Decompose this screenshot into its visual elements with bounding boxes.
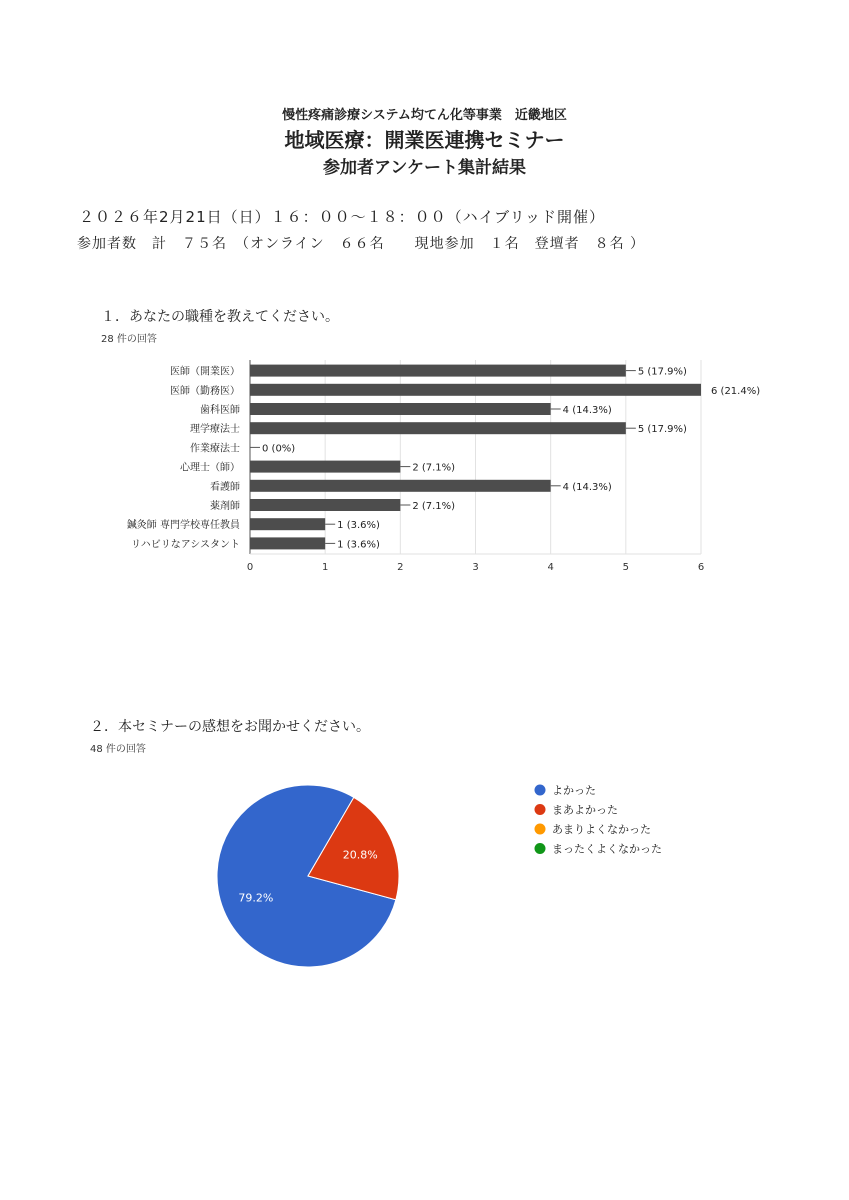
bar bbox=[250, 365, 626, 377]
x-tick-label: 4 bbox=[547, 562, 554, 573]
header-subtitle: 慢性疼痛診療システム均てん化等事業 近畿地区 bbox=[282, 108, 567, 123]
x-tick-label: 0 bbox=[246, 562, 254, 573]
bar-chart-x-ticks bbox=[247, 562, 704, 573]
category-label: 医師（勤務医） bbox=[170, 385, 240, 397]
event-datetime: ２０２６年2月21日（日）１６：００～１８：００（ハイブリッド開催） bbox=[79, 208, 605, 226]
pie-data-label: 79.2% bbox=[238, 891, 274, 905]
bar-chart-category-labels bbox=[127, 365, 240, 551]
legend-swatch bbox=[535, 824, 546, 835]
question-2-response-count: 48 件の回答 bbox=[90, 744, 146, 755]
data-label: 5 (17.9%) bbox=[637, 366, 687, 378]
legend-swatch bbox=[535, 785, 546, 796]
legend-label: あまりよくなかった bbox=[552, 823, 651, 836]
legend-label: よかった bbox=[552, 784, 596, 797]
data-label: 1 (3.6%) bbox=[337, 520, 380, 532]
x-tick-label: 3 bbox=[472, 562, 479, 573]
participant-count: 参加者数 計 ７５名 （オンライン ６６名 現地参加 １名 登壇者 ８名 ） bbox=[77, 236, 646, 252]
category-label: 理学療法士 bbox=[190, 424, 240, 436]
pie-chart-legend bbox=[535, 784, 663, 856]
category-label: 看護師 bbox=[210, 481, 240, 493]
legend-label: まったくよくなかった bbox=[552, 842, 662, 856]
question-2-title: ２．本セミナーの感想をお聞かせください。 bbox=[90, 719, 370, 735]
impression-pie-chart bbox=[0, 770, 849, 990]
category-label: 心理士（師） bbox=[180, 462, 240, 474]
page-subtitle: 参加者アンケート集計結果 bbox=[323, 158, 526, 178]
bar bbox=[250, 461, 400, 473]
category-label: 鍼灸師 専門学校専任教員 bbox=[126, 520, 240, 532]
category-label: 作業療法士 bbox=[190, 443, 240, 455]
pie-chart-slices bbox=[217, 785, 399, 967]
x-tick-label: 5 bbox=[622, 562, 630, 573]
data-label: 4 (14.3%) bbox=[562, 405, 612, 416]
data-label: 5 (17.9%) bbox=[637, 424, 687, 436]
data-label: 2 (7.1%) bbox=[412, 501, 456, 512]
question-1-response-count: 28 件の回答 bbox=[101, 334, 157, 345]
bar bbox=[250, 480, 551, 492]
question-1-title: １．あなたの職種を教えてください。 bbox=[101, 309, 339, 325]
legend-swatch bbox=[535, 843, 546, 854]
bar bbox=[250, 403, 551, 415]
x-tick-label: 2 bbox=[397, 562, 404, 573]
bar bbox=[250, 384, 701, 396]
data-label: 6 (21.4%) bbox=[711, 385, 761, 397]
data-label: 0 (0%) bbox=[262, 443, 296, 455]
category-label: リハビリなアシスタント bbox=[131, 539, 240, 551]
page-title: 地域医療：開業医連携セミナー bbox=[284, 128, 565, 152]
bar bbox=[250, 518, 325, 530]
data-label: 2 (7.1%) bbox=[412, 462, 456, 474]
bar bbox=[250, 537, 325, 549]
category-label: 医師（開業医） bbox=[170, 366, 240, 378]
category-label: 薬剤師 bbox=[210, 501, 240, 512]
legend-label: まあよかった bbox=[552, 803, 618, 817]
occupation-bar-chart bbox=[0, 350, 849, 590]
x-tick-label: 6 bbox=[697, 562, 705, 573]
bar bbox=[250, 499, 400, 511]
bar bbox=[250, 422, 626, 434]
data-label: 4 (14.3%) bbox=[562, 481, 612, 493]
category-label: 歯科医師 bbox=[200, 405, 240, 416]
pie-data-label: 20.8% bbox=[342, 848, 378, 862]
legend-swatch bbox=[535, 804, 546, 815]
x-tick-label: 1 bbox=[321, 562, 329, 573]
data-label: 1 (3.6%) bbox=[337, 539, 380, 551]
